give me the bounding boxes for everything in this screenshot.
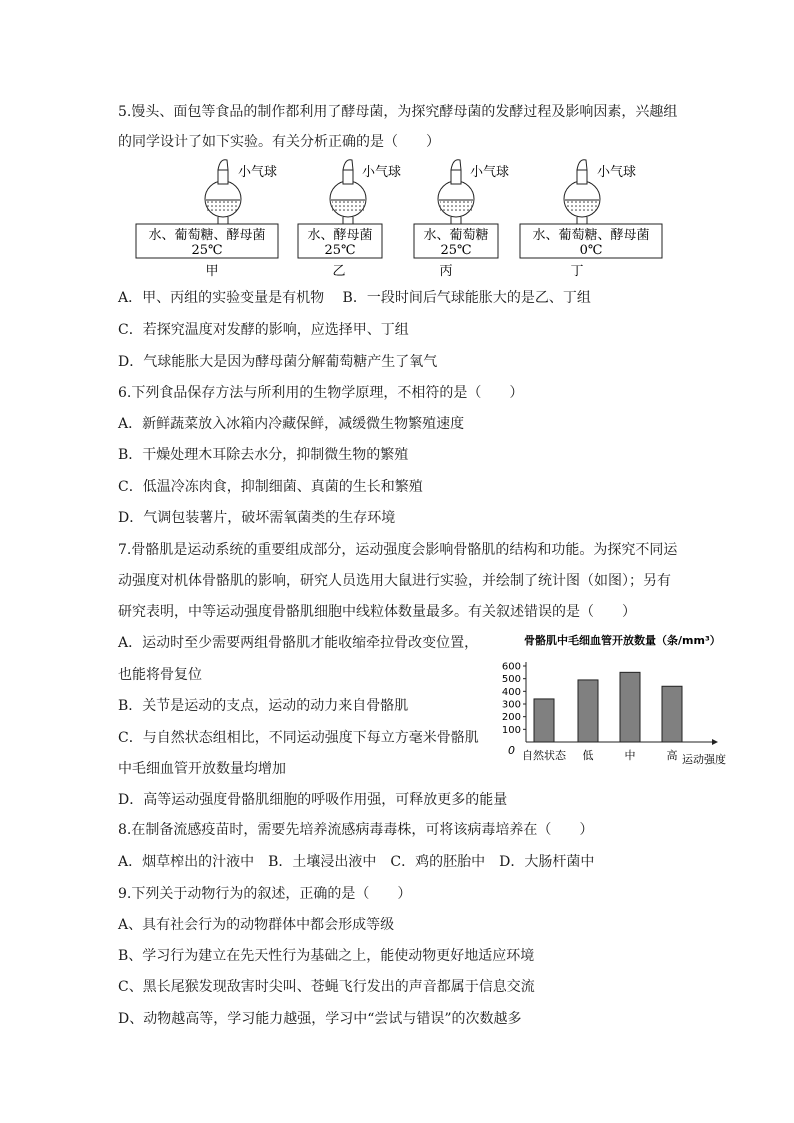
setup-bing xyxy=(414,160,509,279)
chart-category-label: 中 xyxy=(624,749,636,762)
contents-label: 水、葡萄糖 xyxy=(423,228,489,243)
q5-option-d: D．气球能胀大是因为酵母菌分解葡萄糖产生了氧气 xyxy=(118,354,438,370)
chart-origin-label: 0 xyxy=(508,744,515,757)
q8-stem: 8.在制备流感疫苗时，需要先培养流感病毒毒株，可将该病毒培养在（ ） xyxy=(118,822,594,838)
chart-x-axis-arrow xyxy=(712,739,718,745)
q8-options: A．烟草榨出的汁液中 B．土壤浸出液中 C．鸡的胚胎中 D．大肠杆菌中 xyxy=(118,854,595,870)
setup-yi xyxy=(298,160,401,279)
balloon-label: 小气球 xyxy=(470,165,510,180)
temp-label: 25℃ xyxy=(440,243,472,258)
temp-label: 0℃ xyxy=(579,243,603,258)
q6-option-a: A．新鲜蔬菜放入冰箱内冷藏保鲜，减缓微生物繁殖速度 xyxy=(118,416,465,432)
q7-option-c-line1: C．与自然状态组相比，不同运动强度下每立方毫米骨骼肌 xyxy=(118,730,479,746)
chart-y-tick-label: 200 xyxy=(501,712,521,724)
chart-bar xyxy=(534,699,554,742)
temp-label: 25℃ xyxy=(324,243,356,258)
chart-y-tick-label: 300 xyxy=(501,699,521,711)
chart-category-label: 自然状态 xyxy=(522,749,566,762)
q7-option-c-line2: 中毛细血管开放数量均增加 xyxy=(118,761,286,777)
q6-option-b: B．干燥处理木耳除去水分，抑制微生物的繁殖 xyxy=(118,447,409,463)
balloon-label: 小气球 xyxy=(362,165,402,180)
q7-option-a-line2: 也能将骨复位 xyxy=(118,667,202,683)
chart-y-tick-label: 100 xyxy=(501,724,521,736)
group-label: 乙 xyxy=(332,264,346,279)
balloon-label: 小气球 xyxy=(238,165,278,180)
chart-bar xyxy=(578,680,598,742)
chart-bar xyxy=(620,672,640,742)
chart-y-tick-label: 500 xyxy=(501,674,521,686)
q9-option-b: B、学习行为建立在先天性行为基础之上，能使动物更好地适应环境 xyxy=(118,948,535,964)
chart-bar xyxy=(662,686,682,742)
q5-stem-line2: 的同学设计了如下实验。有关分析正确的是（ ） xyxy=(118,134,440,150)
contents-label: 水、葡萄糖、酵母菌 xyxy=(148,228,266,243)
chart-y-tick-label: 400 xyxy=(501,686,521,698)
setup-ding xyxy=(520,160,662,279)
q6-option-d: D．气调包装薯片，破坏需氧菌类的生存环境 xyxy=(118,510,396,526)
q7-stem-line3: 研究表明，中等运动强度骨骼肌细胞中线粒体数量最多。有关叙述错误的是（ ） xyxy=(118,604,636,620)
q9-stem: 9.下列关于动物行为的叙述，正确的是（ ） xyxy=(118,886,412,902)
q7-option-d: D．高等运动强度骨骼肌细胞的呼吸作用强，可释放更多的能量 xyxy=(118,792,508,808)
chart-y-tick-label: 600 xyxy=(501,661,521,673)
q7-stem-line2: 动强度对机体骨骼肌的影响，研究人员选用大鼠进行实验，并绘制了统计图（如图）；另有 xyxy=(118,573,671,589)
q9-option-a: A、具有社会行为的动物群体中都会形成等级 xyxy=(118,917,395,933)
q5-option-a-b: A．甲、丙组的实验变量是有机物 B．一段时间后气球能胀大的是乙、丁组 xyxy=(118,290,591,306)
balloon-label: 小气球 xyxy=(597,165,637,180)
group-label: 丁 xyxy=(570,264,584,279)
group-label: 丙 xyxy=(439,264,453,279)
q6-stem: 6.下列食品保存方法与所利用的生物学原理，不相符的是（ ） xyxy=(118,385,524,401)
q7-option-a-line1: A．运动时至少需要两组骨骼肌才能收缩牵拉骨改变位置， xyxy=(118,635,479,651)
q6-option-c: C．低温冷冻肉食，抑制细菌、真菌的生长和繁殖 xyxy=(118,479,423,495)
q7-stem-line1: 7.骨骼肌是运动系统的重要组成部分，运动强度会影响骨骼肌的结构和功能。为探究不同运 xyxy=(118,542,678,558)
q5-apparatus-figure xyxy=(130,152,670,282)
chart-category-label: 高 xyxy=(666,749,678,762)
contents-label: 水、葡萄糖、酵母菌 xyxy=(532,228,650,243)
group-label: 甲 xyxy=(205,264,219,279)
q9-option-c: C、黑长尾猴发现敌害时尖叫、苍蝇飞行发出的声音都属于信息交流 xyxy=(118,979,535,995)
chart-x-axis-label: 运动强度 xyxy=(682,753,726,766)
capillary-bar-chart xyxy=(488,630,738,770)
q9-option-d: D、动物越高等，学习能力越强，学习中“尝试与错误”的次数越多 xyxy=(118,1011,522,1027)
q5-stem-line1: 5.馒头、面包等食品的制作都利用了酵母菌，为探究酵母菌的发酵过程及影响因素，兴趣组 xyxy=(118,104,678,120)
temp-label: 25℃ xyxy=(191,243,223,258)
q7-option-b: B．关节是运动的支点，运动的动力来自骨骼肌 xyxy=(118,698,409,714)
chart-title: 骨骼肌中毛细血管开放数量（条/mm³） xyxy=(524,634,721,647)
q5-option-c: C．若探究温度对发酵的影响，应选择甲、丁组 xyxy=(118,322,409,338)
chart-category-label: 低 xyxy=(582,749,594,762)
setup-jia xyxy=(136,160,278,279)
contents-label: 水、酵母菌 xyxy=(307,228,373,243)
